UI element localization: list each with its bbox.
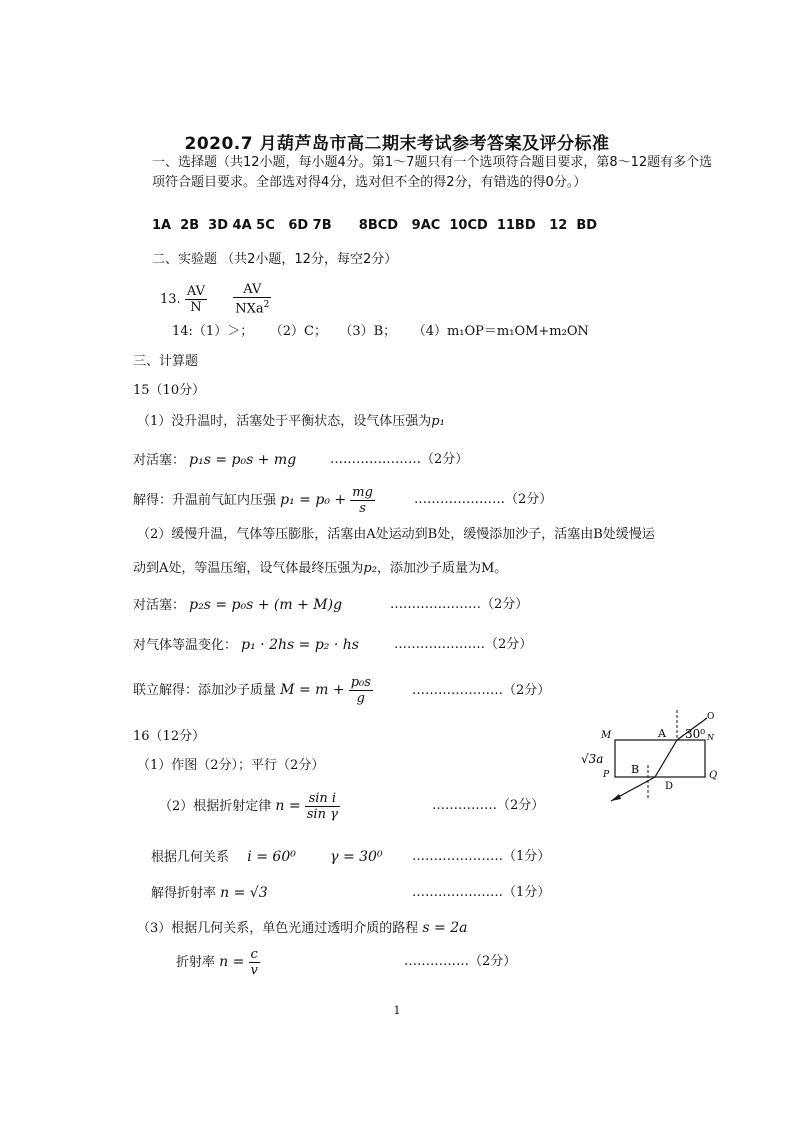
q13-frac1-den: N: [190, 300, 202, 315]
q16-line4-score: …………………（1分）: [412, 885, 551, 900]
q13-label: 13.: [160, 292, 181, 307]
q16-line6: [176, 944, 260, 980]
q15-line8-equation: M = m +: [280, 682, 345, 698]
q15-line8-score: …………………（2分）: [412, 683, 551, 698]
q15-line3-num: mg: [352, 485, 373, 500]
q16-line6-label: 折射率: [176, 955, 216, 970]
q16-line4-label: 解得折射率: [151, 886, 217, 901]
q15-line8-num: p₀s: [350, 675, 371, 690]
q15-line6-label: 对活塞：: [133, 598, 186, 613]
q15-line6-score: …………………（2分）: [390, 597, 529, 612]
choice-answers: 1A 2B 3D 4A 5C 6D 7B 8BCD 9AC 10CD 11BD 12 BD: [152, 218, 598, 233]
label-P: P: [603, 770, 610, 780]
q15-line3-den: s: [359, 501, 366, 516]
q13-frac2-num: AV: [233, 282, 271, 298]
label-A: A: [658, 727, 666, 740]
q15-line3-score: …………………（2分）: [414, 492, 553, 507]
q15-line6-equation: p₂s = p₀s + (m + M)g: [189, 597, 343, 613]
q15-line1: [137, 414, 445, 430]
q16-line2-score: ……………（2分）: [432, 798, 545, 813]
q13-fraction-2: [233, 282, 271, 316]
section1-heading: 一、选择题（共12小题，每小题4分。第1～7题只有一个选项符合题目要求，第8～12题有多个选项符合题目要求。全部选对得4分，选对但不全的得2分，有错选的得0分。）: [152, 155, 713, 190]
q15-line2: [133, 452, 296, 469]
q16-line2-label: （2）根据折射定律: [159, 799, 272, 814]
q15-line2-label: 对活塞：: [133, 453, 186, 468]
q15-p1-var: p₁: [431, 414, 445, 429]
q15-heading: 15（10分）: [133, 383, 206, 398]
q16-line3: [151, 849, 383, 866]
q15-line7-score: …………………（2分）: [394, 637, 533, 652]
q16-line2: [159, 788, 340, 824]
q16-line4: [151, 885, 268, 902]
section2-heading: 二、实验题 （共2小题，12分，每空2分）: [152, 252, 398, 267]
q15-line1-text: （1）没升温时，活塞处于平衡状态，设气体压强为: [137, 414, 432, 429]
refracted-ray: [655, 740, 677, 777]
q16-line2-fraction: [305, 791, 340, 822]
q16-line2-equation: n =: [275, 798, 301, 814]
q15-line2-score: …………………（2分）: [330, 452, 469, 467]
q16-line6-equation: n =: [219, 954, 245, 970]
q16-line5: [137, 920, 468, 937]
medium-block: [615, 740, 705, 777]
q15-line7-equation: p₁ · 2hs = p₂ · hs: [241, 637, 359, 653]
q16-line3-eq2: γ = 30⁰: [330, 849, 383, 865]
q16-line2-den: sin γ: [306, 807, 338, 822]
q13-frac2-den: [233, 298, 271, 316]
q13-frac2-exp: 2: [263, 300, 270, 311]
q16-line6-den: v: [250, 963, 258, 978]
q16-line5-label: （3）根据几何关系，单色光通过透明介质的路程: [137, 921, 419, 936]
q16-line2-num: sin i: [305, 791, 340, 807]
q13-frac1-num: AV: [186, 284, 205, 299]
q15-line6: [133, 597, 342, 614]
q15-p2-var: p₂: [363, 561, 377, 576]
label-B: B: [631, 763, 640, 776]
refraction-diagram: [575, 705, 735, 810]
q16-line1: （1）作图（2分）；平行（2分）: [137, 758, 325, 773]
section3-heading: 三、计算题: [133, 354, 199, 369]
q15-line3: [133, 482, 375, 518]
label-O: O: [707, 712, 715, 722]
q13-fraction-1: [185, 284, 207, 315]
q16-line6-num: c: [249, 947, 260, 963]
q13-frac2-den-text: NXa: [235, 301, 264, 317]
q15-line8-den: g: [356, 691, 365, 706]
page-title: 2020.7 月葫芦岛市高二期末考试参考答案及评分标准: [184, 134, 610, 154]
q15-line7-label: 对气体等温变化：: [133, 638, 238, 653]
side-label: √3a: [581, 752, 604, 766]
page-number: 1: [393, 1004, 401, 1017]
q15-line8-fraction: [349, 675, 373, 706]
q15-line7: [133, 637, 359, 654]
label-N: N: [707, 733, 714, 742]
q16-line5-equation: s = 2a: [422, 920, 468, 936]
q15-line8: [133, 672, 373, 708]
q16-line6-fraction: [249, 947, 260, 978]
q15-line5: [133, 561, 507, 577]
q16-line4-equation: n = √3: [220, 885, 268, 901]
angle-label: 30⁰: [685, 727, 706, 741]
q15-line4: （2）缓慢升温，气体等压膨胀，活塞由A处运动到B处，缓慢添加沙子，活塞由B处缓慢运: [137, 527, 655, 542]
q15-line2-equation: p₁s = p₀s + mg: [189, 452, 297, 468]
q16-heading: 16（12分）: [133, 729, 206, 744]
label-D: D: [665, 781, 674, 792]
q14-answer: 14:（1）＞； （2）C； （3）B； （4）m₁OP＝m₁OM+m₂ON: [172, 324, 589, 339]
q16-line6-score: ……………（2分）: [404, 954, 517, 969]
q13-answer: [160, 280, 271, 320]
q16-line3-score: …………………（1分）: [412, 849, 551, 864]
q16-line3-eq1: i = 60⁰: [247, 849, 296, 865]
label-Q: Q: [709, 770, 718, 781]
q16-line3-label: 根据几何关系: [151, 850, 230, 865]
arrow-head: [611, 794, 621, 801]
q15-line5-tail: ，添加沙子质量为M。: [376, 561, 508, 576]
q15-line5-text: 动到A处，等温压缩，设气体最终压强为: [133, 561, 364, 576]
label-M: M: [601, 730, 612, 741]
q15-line3-equation: p₁ = p₀ +: [280, 492, 347, 508]
q15-line3-fraction: [350, 485, 375, 516]
q15-line8-label: 联立解得：添加沙子质量: [133, 683, 277, 698]
q15-line3-label: 解得：升温前气缸内压强: [133, 493, 277, 508]
